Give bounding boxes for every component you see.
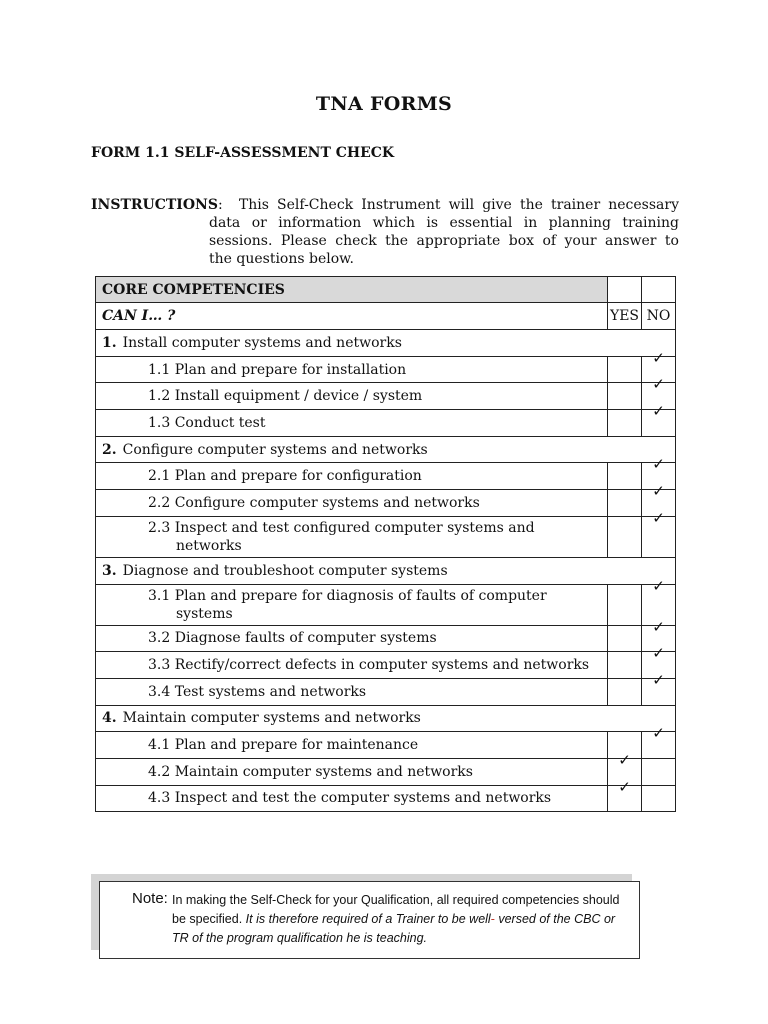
competency-row — [96, 652, 676, 679]
section-cell — [96, 705, 676, 732]
section-number: 3. — [102, 562, 117, 579]
competency-label-cell — [96, 356, 608, 383]
competency-row — [96, 490, 676, 517]
page-title: TNA FORMS — [315, 93, 453, 115]
checkmark-icon: ✓ — [618, 777, 631, 796]
checkmark-icon: ✓ — [652, 644, 665, 663]
competency-label: 1.1 Plan and prepare for installation — [148, 361, 407, 378]
instructions-line-4: the questions below. — [209, 251, 354, 267]
no-checkbox-cell[interactable] — [642, 670, 676, 705]
note-text-italic-2: versed of the CBC or TR of the program qualification he is teaching. — [172, 912, 616, 945]
competency-label: 1.3 Conduct test — [148, 414, 266, 431]
note-text-plain: In making the Self-Check for your Qualification, all required competencies should be specified. — [172, 893, 620, 926]
section-row — [96, 330, 676, 357]
competency-row — [96, 584, 676, 625]
competency-row — [96, 678, 676, 705]
competency-label-cell — [96, 490, 608, 517]
competency-row — [96, 356, 676, 383]
competency-table — [95, 276, 676, 812]
competency-label-cell — [96, 732, 608, 759]
yes-checkbox-cell[interactable] — [608, 516, 642, 557]
competency-label-cell — [96, 678, 608, 705]
note-label: Note: — [132, 890, 168, 907]
note-text-dash: - — [490, 912, 495, 926]
table-header-row — [96, 277, 676, 303]
competency-row — [96, 732, 676, 759]
checkmark-icon: ✓ — [652, 348, 665, 367]
instructions-block — [91, 196, 679, 268]
competency-label-cell — [96, 383, 608, 410]
yes-checkbox-cell[interactable] — [608, 383, 642, 410]
yes-checkbox-cell[interactable] — [608, 463, 642, 490]
instructions-line-2: data or information which is essential in planning training — [209, 215, 679, 231]
yes-checkbox-cell[interactable] — [608, 652, 642, 679]
instructions-label: INSTRUCTIONS — [91, 197, 218, 213]
competency-label-cell — [96, 516, 608, 557]
checkmark-icon: ✓ — [652, 402, 665, 421]
competency-label-cell — [96, 463, 608, 490]
section-title: Install computer systems and networks — [122, 334, 402, 351]
header-blank-yes — [608, 277, 642, 303]
yes-column-header: YES — [608, 303, 642, 330]
yes-checkbox-cell[interactable] — [608, 356, 642, 383]
section-cell — [96, 330, 676, 357]
competency-label-cell — [96, 785, 608, 812]
header-blank-no — [642, 277, 676, 303]
core-competencies-header: CORE COMPETENCIES — [96, 277, 608, 303]
checkmark-icon: ✓ — [652, 724, 665, 743]
competency-label-cell — [96, 652, 608, 679]
section-title: Diagnose and troubleshoot computer systems — [122, 562, 448, 579]
section-number: 1. — [102, 334, 117, 351]
section-cell — [96, 557, 676, 584]
checkmark-icon: ✓ — [652, 455, 665, 474]
no-checkbox-cell[interactable] — [642, 508, 676, 557]
yes-checkbox-cell[interactable] — [608, 490, 642, 517]
checkmark-icon: ✓ — [652, 508, 665, 527]
competency-label: 2.3 Inspect and test configured computer systems and networks — [148, 519, 535, 554]
yes-checkbox-cell[interactable] — [608, 625, 642, 652]
checkmark-icon: ✓ — [618, 750, 631, 769]
competency-row — [96, 785, 676, 812]
no-checkbox-cell[interactable] — [642, 724, 676, 759]
checkmark-icon: ✓ — [652, 482, 665, 501]
note-text-italic-1: It is therefore required of a Trainer to be well — [245, 912, 491, 926]
competency-label: 3.1 Plan and prepare for diagnosis of faults of computer systems — [148, 587, 547, 622]
competency-label-cell — [96, 625, 608, 652]
competency-table-body — [96, 277, 676, 812]
yes-checkbox-cell[interactable] — [608, 777, 642, 812]
section-number: 4. — [102, 710, 117, 727]
competency-label: 4.3 Inspect and test the computer systems and networks — [148, 790, 552, 807]
competency-label: 2.1 Plan and prepare for configuration — [148, 468, 422, 485]
no-column-header: NO — [642, 303, 676, 330]
section-title: Maintain computer systems and networks — [122, 710, 421, 727]
competency-row — [96, 625, 676, 652]
yes-checkbox-cell[interactable] — [608, 410, 642, 437]
no-checkbox-cell[interactable] — [642, 785, 676, 812]
no-checkbox-cell[interactable] — [642, 758, 676, 785]
note-box — [99, 881, 640, 959]
form-heading: FORM 1.1 SELF-ASSESSMENT CHECK — [91, 145, 395, 161]
competency-label-cell — [96, 584, 608, 625]
section-cell — [96, 436, 676, 463]
competency-label-cell — [96, 410, 608, 437]
checkmark-icon: ✓ — [652, 617, 665, 636]
yes-checkbox-cell[interactable] — [608, 584, 642, 625]
checkmark-icon: ✓ — [652, 576, 665, 595]
competency-row — [96, 383, 676, 410]
checkmark-icon: ✓ — [652, 670, 665, 689]
competency-row — [96, 410, 676, 437]
instructions-text-1: This Self-Check Instrument will give the trainer necessary — [238, 197, 679, 213]
competency-label-cell — [96, 758, 608, 785]
competency-label: 2.2 Configure computer systems and networks — [148, 494, 480, 511]
competency-label: 1.2 Install equipment / device / system — [148, 388, 423, 405]
table-subheader-row — [96, 303, 676, 330]
checkmark-icon: ✓ — [652, 375, 665, 394]
instructions-line-3: sessions. Please check the appropriate box of your answer to — [209, 233, 679, 249]
competency-row — [96, 758, 676, 785]
section-number: 2. — [102, 441, 117, 458]
section-title: Configure computer systems and networks — [122, 441, 428, 458]
can-i-label: CAN I… ? — [96, 303, 608, 330]
competency-row — [96, 463, 676, 490]
section-row — [96, 705, 676, 732]
competency-label: 3.3 Rectify/correct defects in computer systems and networks — [148, 657, 590, 674]
competency-label: 3.2 Diagnose faults of computer systems — [148, 630, 437, 647]
competency-label: 4.1 Plan and prepare for maintenance — [148, 737, 419, 754]
section-row — [96, 557, 676, 584]
section-row — [96, 436, 676, 463]
note-text — [172, 891, 634, 948]
no-checkbox-cell[interactable] — [642, 402, 676, 437]
competency-label: 4.2 Maintain computer systems and networks — [148, 763, 473, 780]
instructions-line-1: INSTRUCTIONS: This Self-Check Instrument will give the trainer necessary — [91, 197, 679, 213]
competency-label: 3.4 Test systems and networks — [148, 683, 367, 700]
yes-checkbox-cell[interactable] — [608, 678, 642, 705]
competency-row — [96, 516, 676, 557]
